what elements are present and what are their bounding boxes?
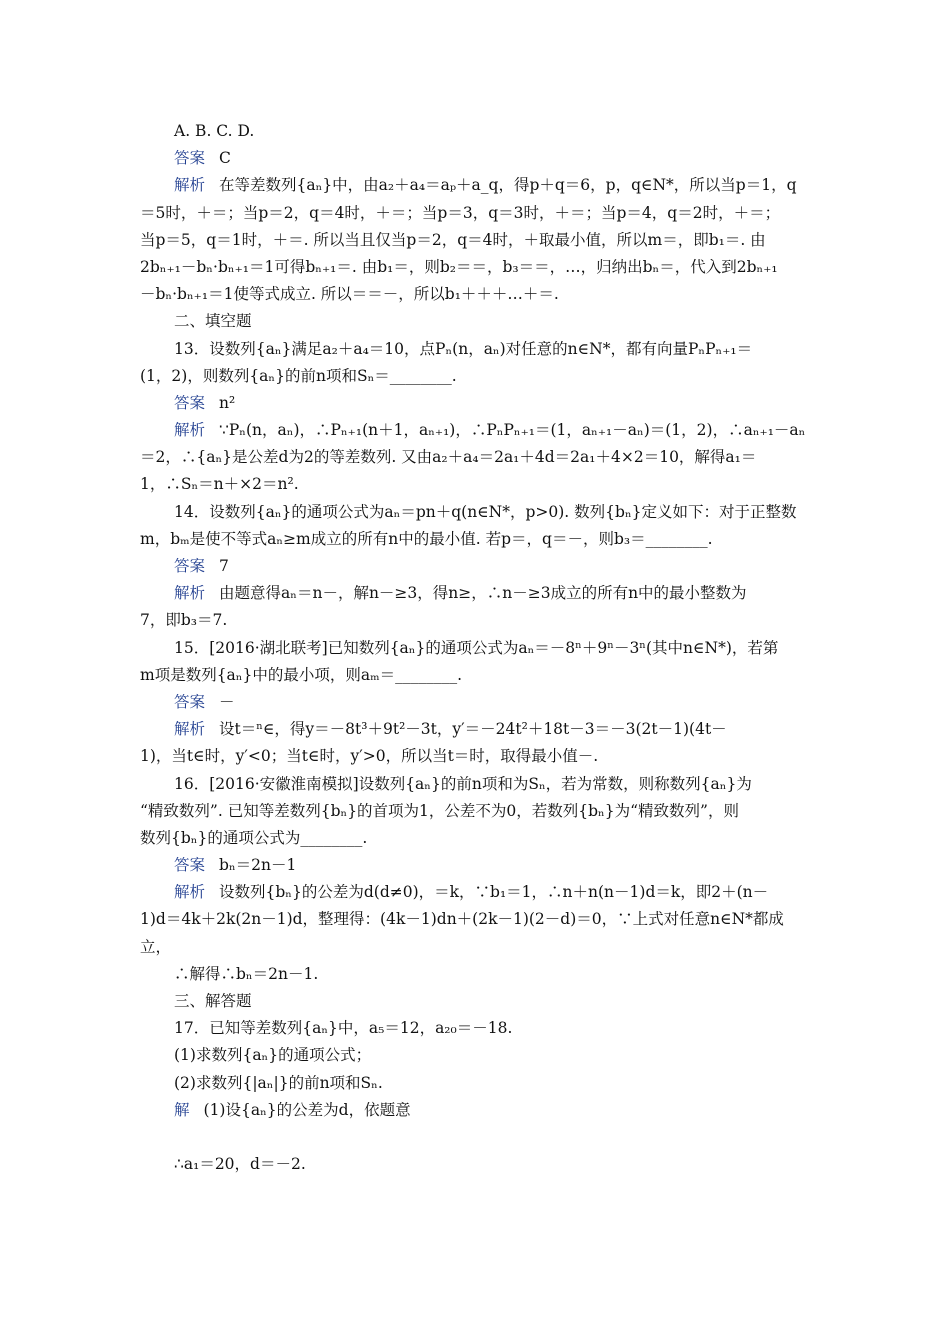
line-text: 13．设数列{aₙ}满足a₂＋a₄＝10，点Pₙ(n，aₙ)对任意的n∈N*，都有向量PₙPₙ₊₁＝ bbox=[174, 339, 753, 358]
text-line bbox=[140, 825, 812, 852]
line-text: 设t＝ⁿ∈，得y＝－8t³＋9t²－3t，y′＝－24t²＋18t－3＝－3(2t－1)(4t－ bbox=[219, 720, 727, 739]
text-line bbox=[140, 471, 812, 498]
answer-label: 解析 bbox=[174, 720, 206, 739]
answer-label: 解 bbox=[174, 1100, 190, 1119]
line-text: －bₙ·bₙ₊₁＝1使等式成立. 所以＝＝－，所以b₁＋＋＋…＋＝. bbox=[140, 285, 559, 304]
line-text: bₙ＝2n－1 bbox=[219, 856, 297, 875]
text-line bbox=[140, 336, 812, 363]
text-line bbox=[140, 607, 812, 634]
text-line bbox=[140, 879, 812, 906]
text-line bbox=[140, 743, 812, 770]
line-text: ∵Pₙ(n，aₙ)，∴Pₙ₊₁(n＋1，aₙ₊₁)，∴PₙPₙ₊₁＝(1，aₙ₊₁－aₙ)＝(1，2)，∴aₙ₊₁－aₙ bbox=[219, 421, 806, 440]
text-line bbox=[140, 526, 812, 553]
line-text: 在等差数列{aₙ}中，由a₂＋a₄＝aₚ＋a_q，得p＋q＝6，p，q∈N*，所以当p＝1，q bbox=[219, 176, 797, 195]
line-text: ∴解得∴bₙ＝2n－1. bbox=[174, 964, 319, 983]
answer-label: 答案 bbox=[174, 692, 206, 711]
line-text: 16．[2016·安徽淮南模拟]设数列{aₙ}的前n项和为Sₙ，若为常数，则称数列{aₙ}为 bbox=[174, 774, 752, 793]
text-line bbox=[140, 1042, 812, 1069]
answer-label: 解析 bbox=[174, 584, 206, 603]
text-line bbox=[140, 227, 812, 254]
answer-label: 解析 bbox=[174, 883, 206, 902]
text-line bbox=[140, 308, 812, 335]
text-line bbox=[140, 580, 812, 607]
text-line bbox=[140, 118, 812, 145]
text-line bbox=[140, 1097, 812, 1124]
line-text: － bbox=[219, 692, 235, 711]
answer-label: 解析 bbox=[174, 176, 206, 195]
line-text: (1)求数列{aₙ}的通项公式； bbox=[174, 1046, 372, 1065]
line-text: ∴a₁＝20，d＝－2. bbox=[174, 1154, 306, 1173]
document-body bbox=[140, 118, 812, 1178]
text-line bbox=[140, 716, 812, 743]
text-line bbox=[140, 798, 812, 825]
line-text: 2bₙ₊₁－bₙ·bₙ₊₁＝1可得bₙ₊₁＝. 由b₁＝，则b₂＝＝，b₃＝＝，…，归纳出bₙ＝，代入到2bₙ₊₁ bbox=[140, 257, 778, 276]
line-text: A. B. C. D. bbox=[174, 122, 255, 140]
line-text: ＝2，∴{aₙ}是公差d为2的等差数列. 又由a₂＋a₄＝2a₁＋4d＝2a₁＋4×2＝10，解得a₁＝ bbox=[140, 448, 757, 467]
line-text: 7，即b₃＝7. bbox=[140, 611, 228, 630]
text-line bbox=[140, 852, 812, 879]
answer-label: 答案 bbox=[174, 149, 206, 168]
text-line bbox=[140, 1070, 812, 1097]
line-text: 三、解答题 bbox=[174, 992, 252, 1010]
text-line bbox=[140, 390, 812, 417]
line-text: 立， bbox=[140, 937, 172, 956]
line-text: 7 bbox=[219, 557, 229, 575]
line-text: 1，∴Sₙ＝n＋×2＝n². bbox=[140, 475, 299, 494]
text-line bbox=[140, 499, 812, 526]
text-line bbox=[140, 1151, 812, 1178]
line-text: “精致数列”. 已知等差数列{bₙ}的首项为1，公差不为0，若数列{bₙ}为“精致数列”，则 bbox=[140, 801, 739, 820]
text-line bbox=[140, 662, 812, 689]
line-text: m，bₘ是使不等式aₙ≥m成立的所有n中的最小值. 若p＝，q＝－，则b₃＝________. bbox=[140, 529, 713, 548]
text-line bbox=[140, 988, 812, 1015]
text-line bbox=[140, 771, 812, 798]
line-text: m项是数列{aₙ}中的最小项，则aₘ＝________. bbox=[140, 665, 463, 684]
answer-label: 解析 bbox=[174, 421, 206, 440]
text-line bbox=[140, 906, 812, 933]
text-line bbox=[140, 281, 812, 308]
line-text: C bbox=[219, 149, 231, 168]
line-text: 设数列{bₙ}的公差为d(d≠0)，＝k，∵b₁＝1，∴n＋n(n－1)d＝k，即2＋(n－ bbox=[219, 883, 769, 902]
line-text: ＝5时，＋＝；当p＝2，q＝4时，＋＝；当p＝3，q＝3时，＋＝；当p＝4，q＝2时，＋＝； bbox=[140, 203, 781, 222]
answer-label: 答案 bbox=[174, 557, 206, 575]
text-line bbox=[140, 200, 812, 227]
text-line bbox=[140, 553, 812, 580]
line-text: 14．设数列{aₙ}的通项公式为aₙ＝pn＋q(n∈N*，p>0). 数列{bₙ}定义如下：对于正整数 bbox=[174, 502, 797, 521]
line-text: 当p＝5，q＝1时，＋＝. 所以当且仅当p＝2，q＝4时，＋取最小值，所以m＝，即b₁＝. 由 bbox=[140, 230, 766, 249]
blank-line bbox=[140, 1124, 812, 1151]
answer-label: 答案 bbox=[174, 856, 206, 875]
text-line bbox=[140, 145, 812, 172]
answer-label: 答案 bbox=[174, 393, 206, 412]
text-line bbox=[140, 1015, 812, 1042]
line-text: (1)设{aₙ}的公差为d，依题意 bbox=[203, 1100, 411, 1119]
line-text: n² bbox=[219, 393, 236, 412]
text-line bbox=[140, 363, 812, 390]
line-text: 1)，当t∈时，y′<0；当t∈时，y′>0，所以当t＝时，取得最小值－. bbox=[140, 747, 599, 766]
line-text: (1，2)，则数列{aₙ}的前n项和Sₙ＝________. bbox=[140, 366, 457, 385]
text-line bbox=[140, 254, 812, 281]
text-line bbox=[140, 689, 812, 716]
text-line bbox=[140, 172, 812, 199]
text-line bbox=[140, 961, 812, 988]
line-text: 15．[2016·湖北联考]已知数列{aₙ}的通项公式为aₙ＝－8ⁿ＋9ⁿ－3ⁿ(其中n∈N*)，若第 bbox=[174, 638, 779, 657]
text-line bbox=[140, 417, 812, 444]
text-line bbox=[140, 635, 812, 662]
line-text: 1)d＝4k＋2k(2n－1)d，整理得：(4k－1)dn＋(2k－1)(2－d)＝0，∵上式对任意n∈N*都成 bbox=[140, 910, 784, 929]
line-text: (2)求数列{|aₙ|}的前n项和Sₙ. bbox=[174, 1073, 383, 1092]
text-line bbox=[140, 934, 812, 961]
line-text: 由题意得aₙ＝n－，解n－≥3，得n≥，∴n－≥3成立的所有n中的最小整数为 bbox=[219, 584, 747, 603]
line-text: 二、填空题 bbox=[174, 312, 252, 331]
line-text: 数列{bₙ}的通项公式为________. bbox=[140, 828, 368, 847]
line-text: 17．已知等差数列{aₙ}中，a₅＝12，a₂₀＝－18. bbox=[174, 1019, 513, 1038]
text-line bbox=[140, 444, 812, 471]
